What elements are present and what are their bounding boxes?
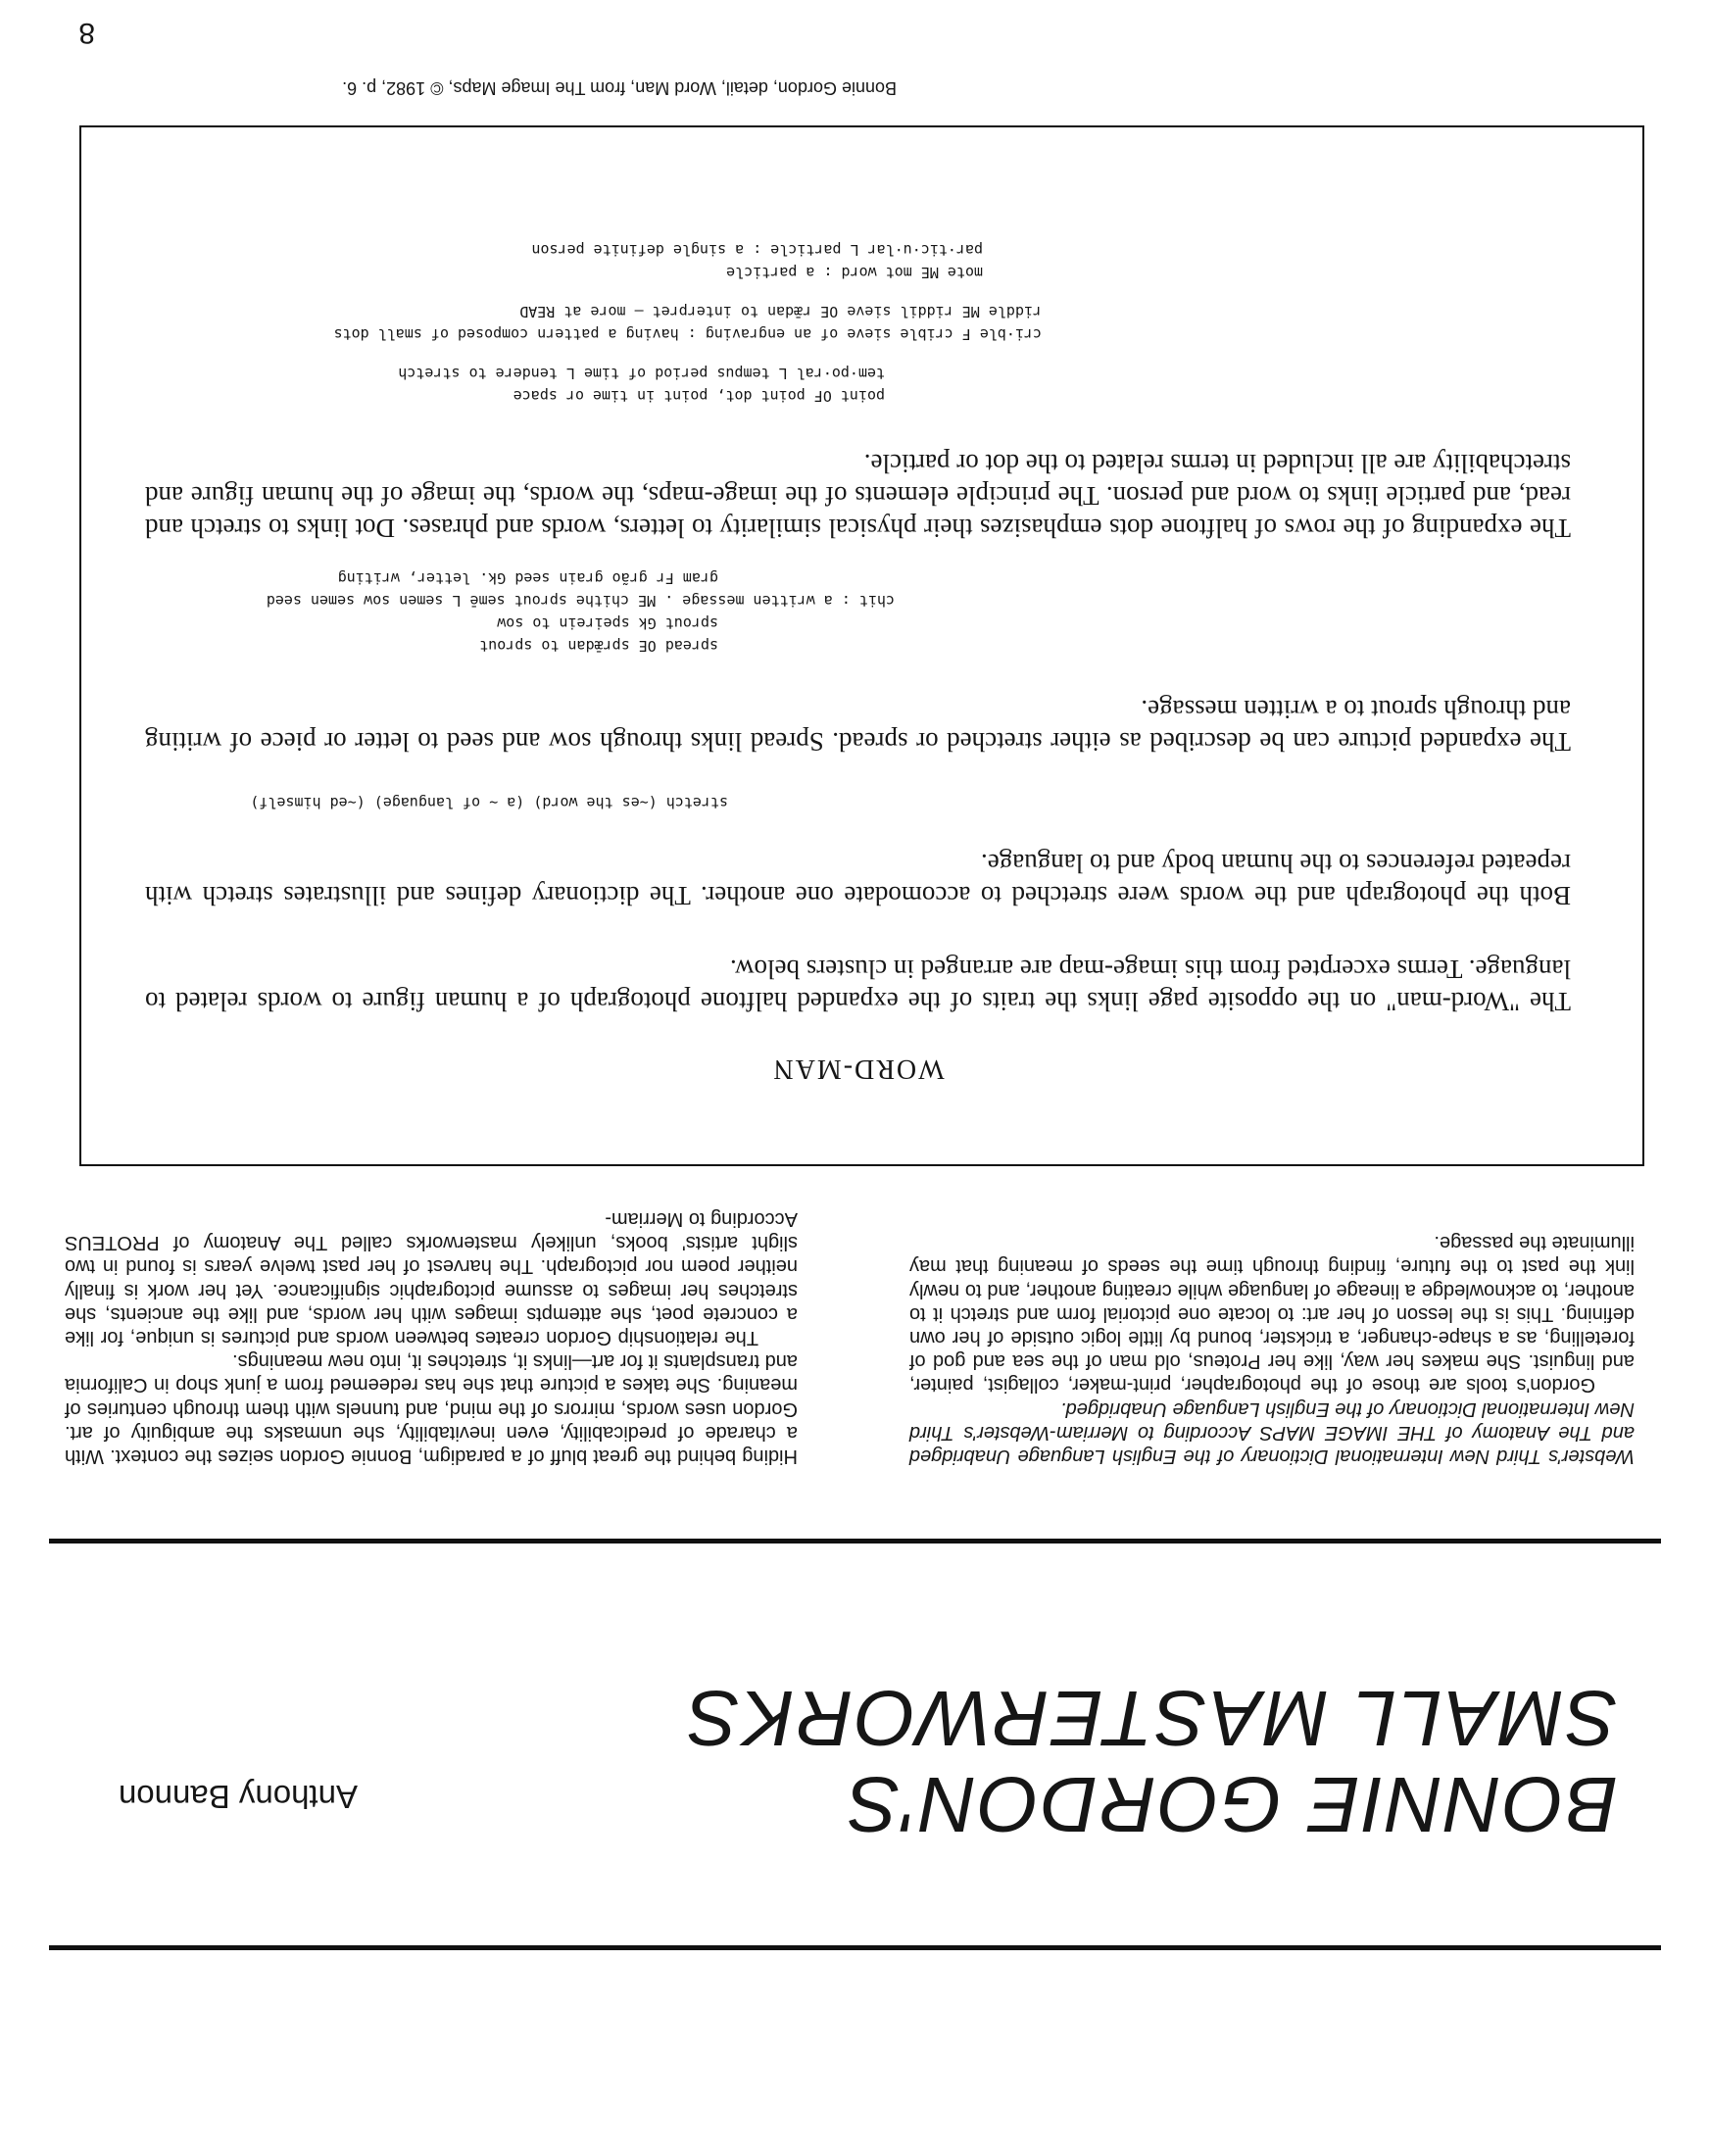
dictionary-entry-particular: par·tic·u·lar L particle : a single definite person: [531, 241, 983, 259]
bottom-rule: [49, 1539, 1661, 1544]
body-paragraph: The relationship Gordon creates between words and pictures is unique, for like a concrete poet, she attempts images with her words, and like the ancients, she stretches her images to assume pictographic significance. Yet her work is finally neither poem nor pictograph. The harvest of her past twelve years is found in two slight artists' books, unlikely masterworks called The Anatomy of PROTEUS According to Merriam-: [65, 1207, 798, 1348]
title-line-1: BONNIE GORDON'S: [846, 1761, 1618, 1848]
title-line-2: SMALL MASTERWORKS: [685, 1675, 1618, 1762]
word-man-box: [79, 125, 1644, 1166]
box-paragraph-1: The "Word-man" on the opposite page links the traits of the expanded halftone photograph of a human figure to words related to language. Terms excerpted from this image-map are arranged in clusters below.: [145, 955, 1571, 1016]
dictionary-entry-gram: gram Fr grão grain seed Gk. letter, writing: [337, 569, 718, 587]
dictionary-entry-stretch: stretch (~es the word) (a ~ of language) (~ed himself): [250, 794, 728, 811]
figure-caption: Bonnie Gordon, detail, Word Man, from The Image Maps, © 1982, p. 6.: [342, 78, 897, 98]
dictionary-entry-crible: cri·ble F crible sieve of an engraving : having a pattern composed of small dots: [333, 325, 1042, 343]
body-paragraph: Webster's Third New International Dictionary of the English Language Unabridged and The Anatomy of THE IMAGE MAPS According to Merriam-Webster's Third New International Dictionary of the English Language Unabridged.: [909, 1397, 1635, 1467]
title-block: [246, 1675, 1618, 1847]
box-heading: WORD-MAN: [771, 1054, 945, 1084]
box-paragraph-4: The expanding of the rows of halftone dots emphasizes their physical similarity to letters, words and phrases. Dot links to stretch and read, and particle links to word and person. The principle elements of the image-maps, the words, the image of the human figure and stretchability are all included in terms related to the dot or particle.: [145, 449, 1571, 543]
dictionary-entry-point: point OF point dot, point in time or space: [513, 387, 885, 405]
body-column-right: [65, 1207, 798, 1468]
dictionary-entry-spread: spread OE sprǣdan to sprout: [479, 637, 718, 655]
author-name: Anthony Bannon: [118, 1779, 358, 1815]
top-rule: [49, 1945, 1661, 1950]
body-column-left: [909, 1231, 1635, 1468]
dictionary-entry-chit: chit : a written message . ME chithe sprout semē L semen sow semen seed: [266, 592, 895, 610]
dictionary-entry-sprout: sprout Gk speirein to sow: [497, 614, 718, 632]
box-paragraph-3: The expanded picture can be described as either stretched or spread. Spread links through sow and seed to letter or piece of writing and through sprout to a written message.: [145, 695, 1571, 757]
dictionary-entry-mote: mote ME mot word : a particle: [726, 264, 983, 281]
dictionary-entry-riddle: riddle ME riddil sieve OE rǣdan to interpret — more at READ: [519, 303, 1042, 320]
page-number: 8: [78, 17, 95, 49]
body-paragraph: Hiding behind the great bluff of a paradigm, Bonnie Gordon seizes the context. With a charade of predicability, even inevitability, she unmasks the ambiguity of art. Gordon uses words, mirrors of the mind, and tunnels with them through centuries of meaning. She takes a picture that she has redeemed from a junk shop in California and transplants it for art—links it, stretches it, into new meanings.: [65, 1350, 798, 1467]
body-paragraph: Gordon's tools are those of the photographer, print-maker, collagist, painter, and linguist. She makes her way, like her Proteus, old man of the sea and god of foretelling, as a shape-changer, a trickster, bound by little logic outside of her own defining. This is the lesson of her art: to locate one pictorial form and stretch it to another, to acknowledge a lineage of language while creating another, and to newly link the past to the future, finding through time the seeds of meaning that may illuminate the passage.: [909, 1232, 1635, 1396]
box-paragraph-2: Both the photograph and the words were stretched to accomodate one another. The dictionary defines and illustrates stretch with repeated references to the human body and to language.: [145, 849, 1571, 910]
dictionary-entry-temporal: tem·po·ral L tempus period of time L tendere to stretch: [398, 365, 885, 382]
